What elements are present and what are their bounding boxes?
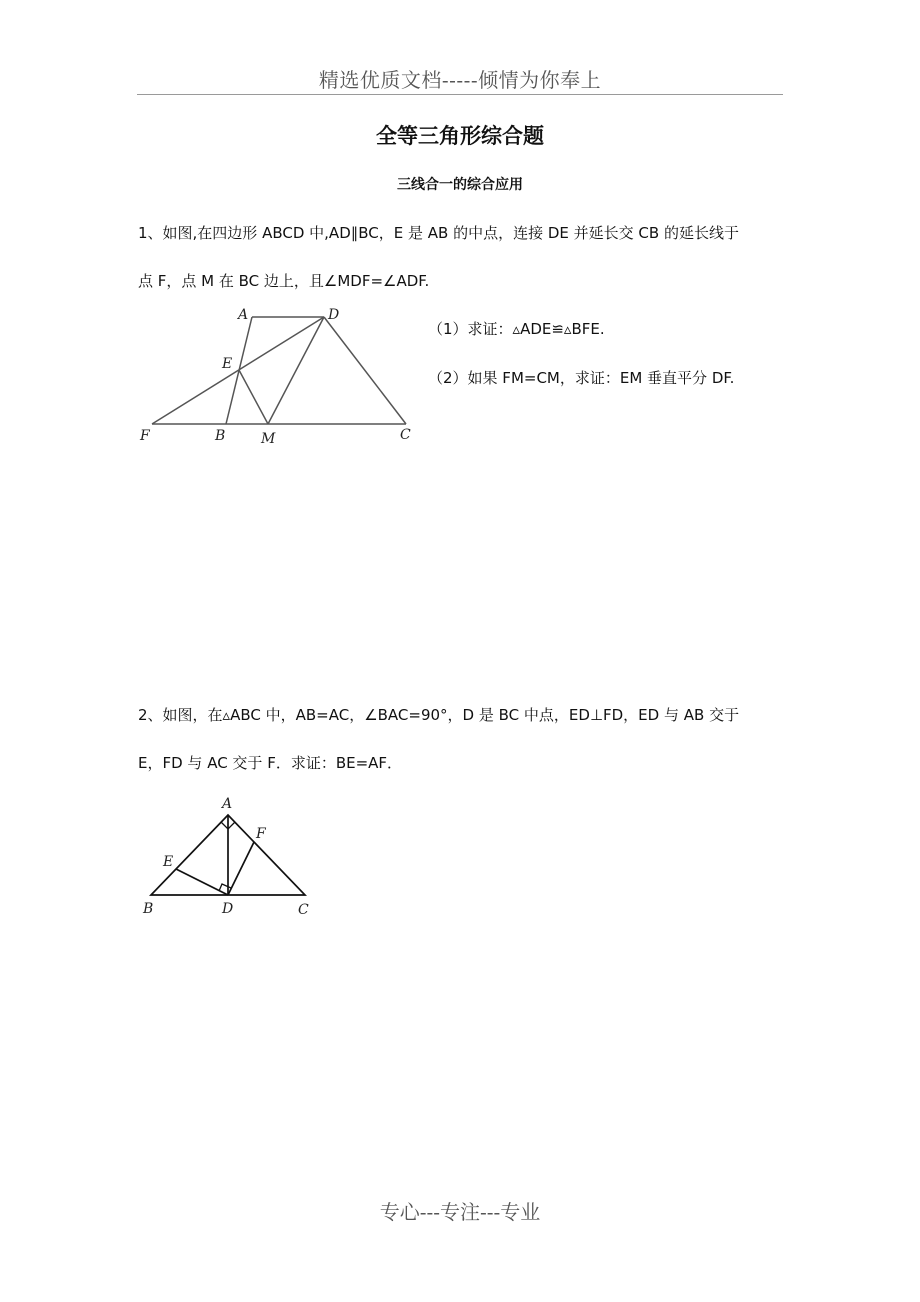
problem1-statement-line2: 点 F，点 M 在 BC 边上，且∠MDF=∠ADF. xyxy=(138,272,430,290)
label-A: A xyxy=(222,796,233,812)
label-A: A xyxy=(238,307,249,323)
problem2-statement-line2: E，FD 与 AC 交于 F．求证：BE=AF． xyxy=(138,754,403,772)
label-C: C xyxy=(400,427,411,443)
problem2-figure xyxy=(136,790,326,925)
header-divider xyxy=(137,94,783,95)
label-B: B xyxy=(143,901,154,917)
label-D: D xyxy=(328,307,340,323)
segment-DE xyxy=(176,869,228,895)
label-C: C xyxy=(298,902,309,918)
page-header: 精选优质文档-----倾情为你奉上 xyxy=(318,68,602,92)
label-F: F xyxy=(140,428,150,444)
segment-DM xyxy=(268,317,324,424)
segment-EM xyxy=(239,370,268,424)
page-footer: 专心---专注---专业 xyxy=(379,1200,541,1224)
segment-DC xyxy=(324,317,406,424)
label-E: E xyxy=(163,854,174,870)
problem2-statement-line1: 2、如图，在▵ABC 中，AB=AC，∠BAC=90°，D 是 BC 中点，ED⊥FD，ED 与 AB 交于 xyxy=(138,706,740,724)
label-F: F xyxy=(256,826,266,842)
right-angle-mark-D xyxy=(219,884,231,891)
label-B: B xyxy=(215,428,226,444)
document-subtitle: 三线合一的综合应用 xyxy=(397,177,523,193)
document-title: 全等三角形综合题 xyxy=(376,124,544,148)
problem1-part2: （2）如果 FM=CM，求证：EM 垂直平分 DF. xyxy=(428,369,735,387)
label-D: D xyxy=(222,901,234,917)
problem1-statement-line1: 1、如图,在四边形 ABCD 中,AD∥BC，E 是 AB 的中点，连接 DE 并延长交 CB 的延长线于 xyxy=(138,224,739,242)
label-M: M xyxy=(261,431,276,447)
problem1-figure xyxy=(130,300,430,450)
segment-DF xyxy=(228,842,254,895)
label-E: E xyxy=(222,356,233,372)
problem1-part1: （1）求证：▵ADE≌▵BFE. xyxy=(428,320,605,338)
segment-FD xyxy=(152,317,324,424)
